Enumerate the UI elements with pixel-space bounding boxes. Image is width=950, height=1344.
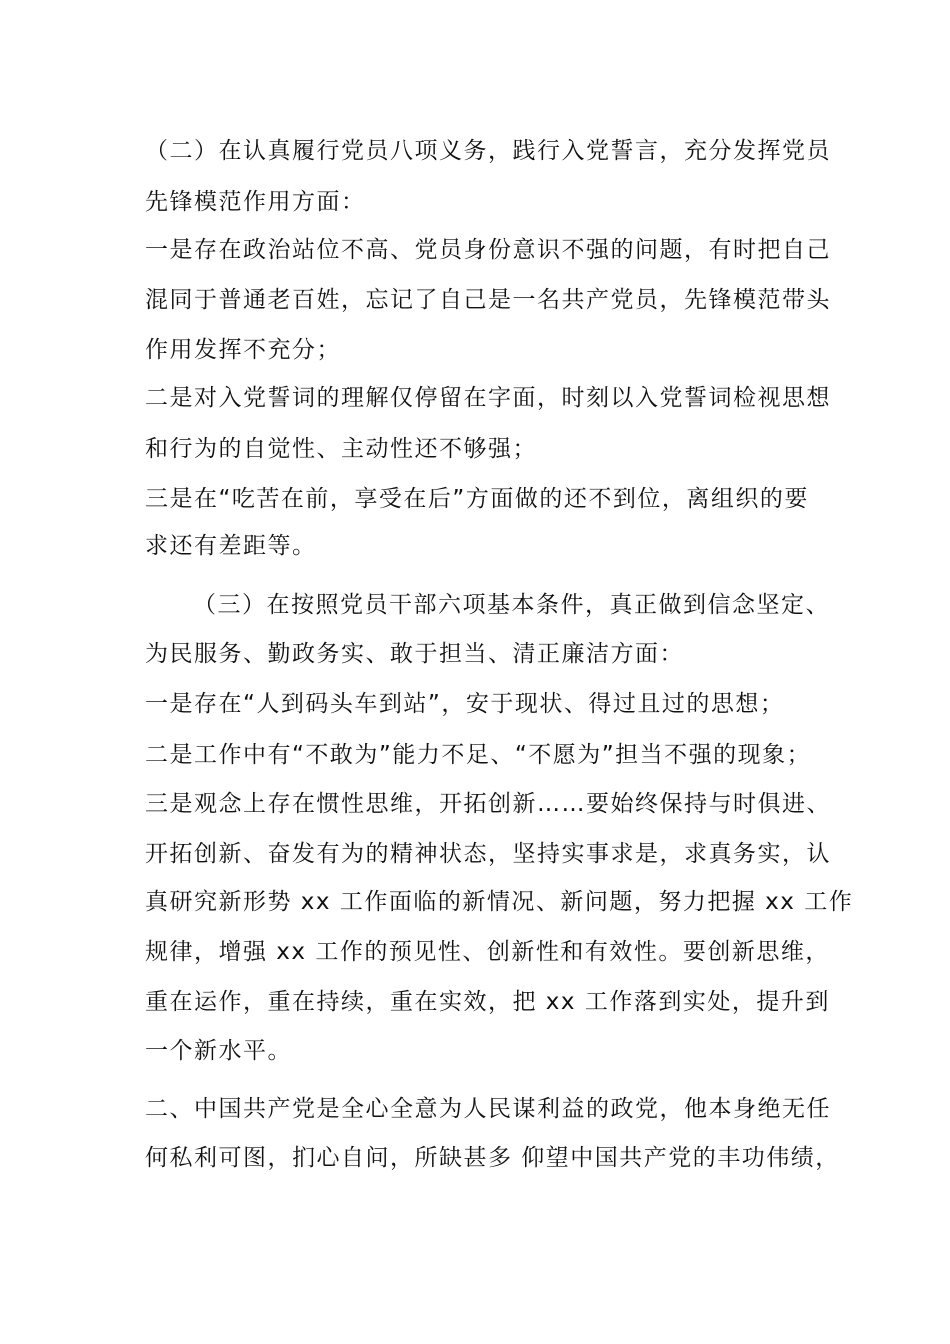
text-line: 真研究新形势 xx 工作面临的新情况、新问题，努力把握 xx 工作 bbox=[145, 889, 854, 915]
text-line: 二是对入党誓词的理解仅停留在字面，时刻以入党誓词检视思想 bbox=[145, 385, 831, 411]
text-line: 何私利可图，扪心自问，所缺甚多 仰望中国共产党的丰功伟绩， bbox=[145, 1145, 840, 1171]
text-line: 规律，增强 xx 工作的预见性、创新性和有效性。要创新思维， bbox=[145, 939, 830, 965]
text-line: 求还有差距等。 bbox=[145, 533, 317, 559]
text-line: 先锋模范作用方面： bbox=[145, 189, 366, 215]
text-line: （三）在按照党员干部六项基本条件，真正做到信念坚定、 bbox=[193, 592, 830, 618]
text-line: 一是存在政治站位不高、党员身份意识不强的问题，有时把自己 bbox=[145, 237, 831, 263]
text-line: 三是在“吃苦在前，享受在后”方面做的还不到位，离组织的要 bbox=[145, 486, 809, 512]
text-line: 和行为的自觉性、主动性还不够强； bbox=[145, 436, 537, 462]
text-line: 二、中国共产党是全心全意为人民谋利益的政党，他本身绝无任 bbox=[145, 1096, 831, 1122]
text-line: 三是观念上存在惯性思维，开拓创新……要始终保持与时俱进、 bbox=[145, 791, 831, 817]
text-line: 重在运作，重在持续，重在实效，把 xx 工作落到实处，提升到 bbox=[145, 989, 830, 1015]
text-line: 为民服务、勤政务实、敢于担当、清正廉洁方面： bbox=[145, 641, 684, 667]
text-line: 一个新水平。 bbox=[145, 1038, 292, 1064]
text-line: （二）在认真履行党员八项义务，践行入党誓言，充分发挥党员 bbox=[145, 138, 831, 164]
text-line: 作用发挥不充分； bbox=[145, 337, 341, 363]
text-line: 二是工作中有“不敢为”能力不足、“不愿为”担当不强的现象； bbox=[145, 742, 812, 768]
text-line: 一是存在“人到码头车到站”，安于现状、得过且过的思想； bbox=[145, 691, 785, 717]
text-line: 开拓创新、奋发有为的精神状态，坚持实事求是，求真务实，认 bbox=[145, 841, 831, 867]
text-line: 混同于普通老百姓，忘记了自己是一名共产党员，先锋模范带头 bbox=[145, 287, 831, 313]
